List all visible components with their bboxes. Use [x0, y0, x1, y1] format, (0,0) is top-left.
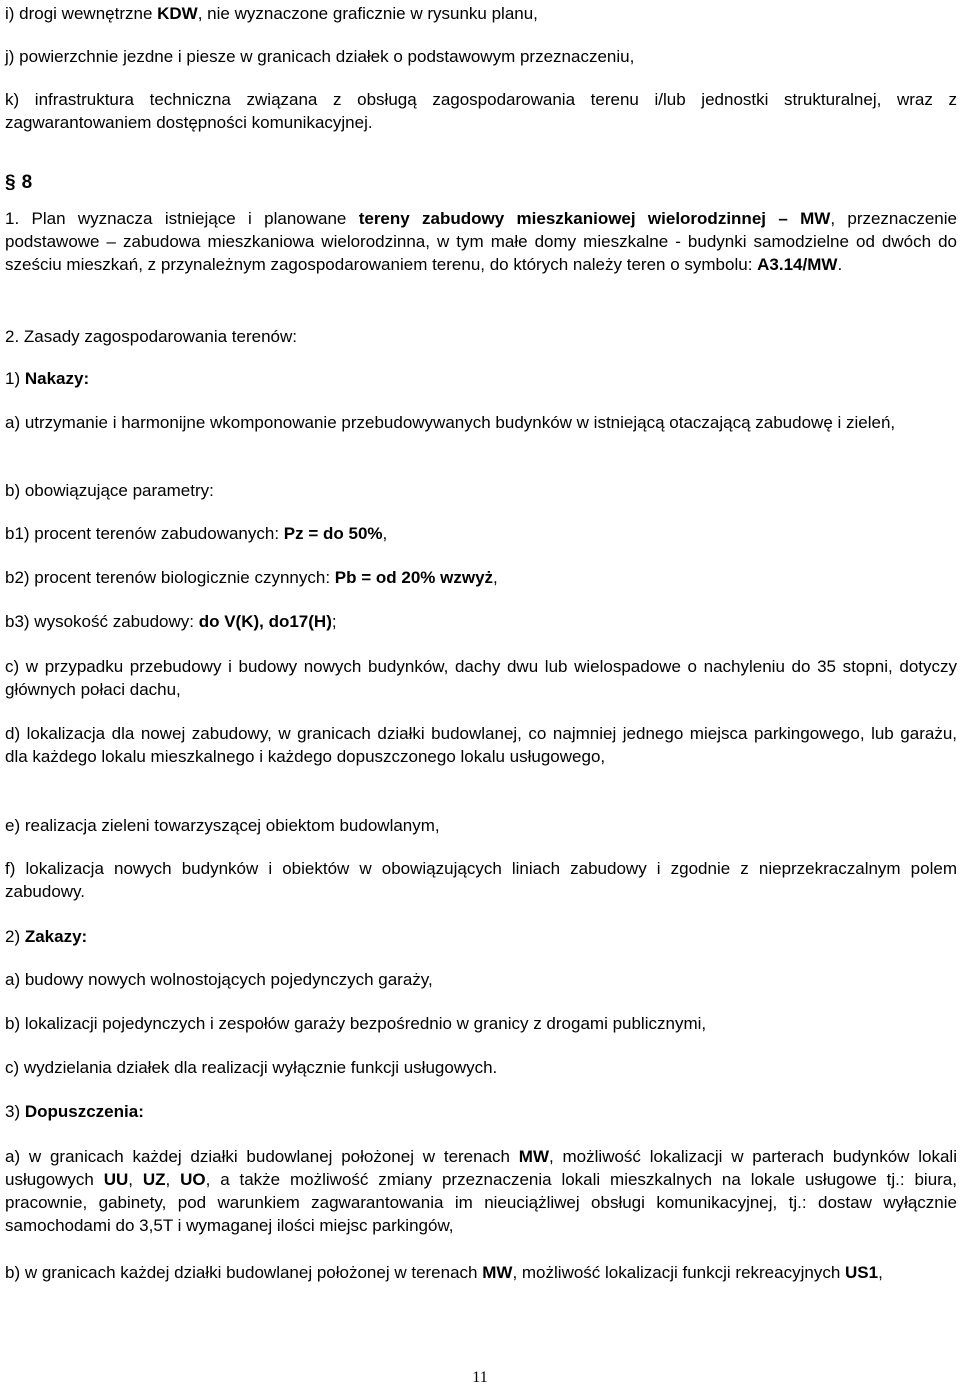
- nakazy-b1-suffix: ,: [382, 524, 388, 543]
- dopuszczenia-a-symbol-uu: UU: [103, 1170, 129, 1189]
- zakazy-a: a) budowy nowych wolnostojących pojedynczych garaży,: [5, 970, 433, 989]
- zakazy-heading: [5, 925, 957, 948]
- dopuszczenia-b: [5, 1261, 957, 1284]
- nakazy-b3-suffix: ;: [331, 612, 337, 631]
- nakazy-e: e) realizacja zieleni towarzyszącej obiektom budowlanym,: [5, 816, 440, 835]
- nakazy-b1-value: Pz = do 50%: [283, 524, 383, 543]
- nakazy-b3-value: do V(K), do17(H): [198, 612, 332, 631]
- paragraph-1: [5, 207, 957, 276]
- dopuszczenia-a-sep-2: ,: [165, 1170, 181, 1189]
- paragraph-1-end: .: [837, 255, 843, 274]
- nakazy-b: b) obowiązujące parametry:: [5, 481, 214, 500]
- zakazy-b: b) lokalizacji pojedynczych i zespołów garaży bezpośrednio w granicy z drogami publicznymi,: [5, 1014, 707, 1033]
- section-number: 8: [21, 172, 33, 193]
- paragraph-1-symbol: A3.14/MW: [757, 255, 838, 274]
- dopuszczenia-a-symbol-uo: UO: [180, 1170, 206, 1189]
- nakazy-title: Nakazy:: [24, 369, 90, 388]
- nakazy-a: a) utrzymanie i harmonijne wkomponowanie przebudowywanych budynków w istniejącą otaczającą zabudowę i zieleń,: [5, 413, 896, 432]
- nakazy-c: c) w przypadku przebudowy i budowy nowych budynków, dachy dwu lub wielospadowe o nachyleniu do 35 stopni, dotyczy głównych połaci dachu,: [5, 657, 957, 699]
- nakazy-b2-suffix: ,: [493, 568, 498, 587]
- item-i-text: i) drogi wewnętrzne: [5, 4, 158, 23]
- nakazy-b1-label: b1) procent terenów zabudowanych:: [5, 524, 284, 543]
- dopuszczenia-a-symbol-uz: UZ: [142, 1170, 166, 1189]
- nakazy-b2-label: b2) procent terenów biologicznie czynnych:: [5, 568, 335, 587]
- nakazy-b2-value: Pb = od 20% wzwyż: [334, 568, 494, 587]
- nakazy-b3-label: b3) wysokość zabudowy:: [5, 612, 199, 631]
- dopuszczenia-number: 3): [5, 1102, 25, 1121]
- section-sign: §: [5, 172, 16, 193]
- nakazy-d: d) lokalizacja dla nowej zabudowy, w granicach działki budowlanej, co najmniej jednego miejsca parkingowego, lub garażu, dla każdego lokalu mieszkalnego i każdego dopuszczonego lokalu usługowego,: [5, 724, 957, 766]
- nakazy-f: f) lokalizacja nowych budynków i obiektów w obowiązujących liniach zabudowy i zgodnie z nieprzekraczalnym polem zabudowy.: [5, 859, 957, 901]
- nakazy-number: 1): [5, 369, 25, 388]
- page-number: 11: [472, 1369, 488, 1386]
- paragraph-1-body: , przeznaczenie podstawowe – zabudowa mieszkaniowa wielorodzinna, w tym małe domy mieszkalne - budynki samodzielne od dwóch do sześciu mieszkań, z przynależnym zagospodarowaniem terenu, do których należy teren o symbolu:: [5, 209, 957, 274]
- dopuszczenia-heading: [5, 1100, 957, 1123]
- dopuszczenia-a-symbol-mw: MW: [518, 1147, 550, 1166]
- dopuszczenia-b-symbol-us1: US1: [845, 1263, 879, 1282]
- dopuszczenia-a-text-1: a) w granicach każdej działki budowlanej położonej w terenach: [5, 1147, 519, 1166]
- nakazy-heading: [5, 367, 957, 390]
- item-i: [5, 2, 957, 25]
- dopuszczenia-a-text-2: , możliwość lokalizacji w parterach budynków lokali usługowych: [5, 1147, 957, 1189]
- dopuszczenia-a-text-3: , a także możliwość zmiany przeznaczenia lokali mieszkalnych na lokale usługowe tj.: biura, pracownie, gabinety, pod warunkiem zagwarantowania im nieuciążliwej obsługi komunikacyjnej, tj.: dostaw wyłącznie samochodami do 3,5T i wymaganej ilości miejsc parkingów,: [5, 1170, 957, 1235]
- paragraph-2: 2. Zasady zagospodarowania terenów:: [5, 327, 298, 346]
- item-k: k) infrastruktura techniczna związana z obsługą zagospodarowania terenu i/lub jednostki strukturalnej, wraz z zagwarantowaniem dostępności komunikacyjnej.: [5, 90, 957, 132]
- item-i-suffix: , nie wyznaczone graficznie w rysunku planu,: [197, 4, 538, 23]
- dopuszczenia-title: Dopuszczenia:: [24, 1102, 144, 1121]
- zakazy-number: 2): [5, 927, 25, 946]
- dopuszczenia-b-text-1: b) w granicach każdej działki budowlanej położonej w terenach: [5, 1263, 483, 1282]
- dopuszczenia-a-sep-1: ,: [128, 1170, 143, 1189]
- paragraph-1-lead: 1. Plan wyznacza istniejące i planowane: [5, 209, 359, 228]
- nakazy-b2: [5, 566, 957, 589]
- zakazy-c: c) wydzielania działek dla realizacji wyłącznie funkcji usługowych.: [5, 1058, 498, 1077]
- paragraph-1-zone-name: tereny zabudowy mieszkaniowej wielorodzinnej – MW: [358, 209, 831, 228]
- dopuszczenia-b-text-2: , możliwość lokalizacji funkcji rekreacyjnych: [512, 1263, 845, 1282]
- dopuszczenia-b-symbol-mw: MW: [482, 1263, 513, 1282]
- section-heading: [5, 171, 957, 194]
- dopuszczenia-b-text-3: ,: [878, 1263, 883, 1282]
- nakazy-b1: [5, 522, 957, 545]
- item-j: j) powierzchnie jezdne i piesze w granicach działek o podstawowym przeznaczeniu,: [5, 47, 635, 66]
- item-i-symbol: KDW: [157, 4, 198, 23]
- dopuszczenia-a: [5, 1145, 957, 1237]
- nakazy-b3: [5, 610, 957, 633]
- zakazy-title: Zakazy:: [24, 927, 88, 946]
